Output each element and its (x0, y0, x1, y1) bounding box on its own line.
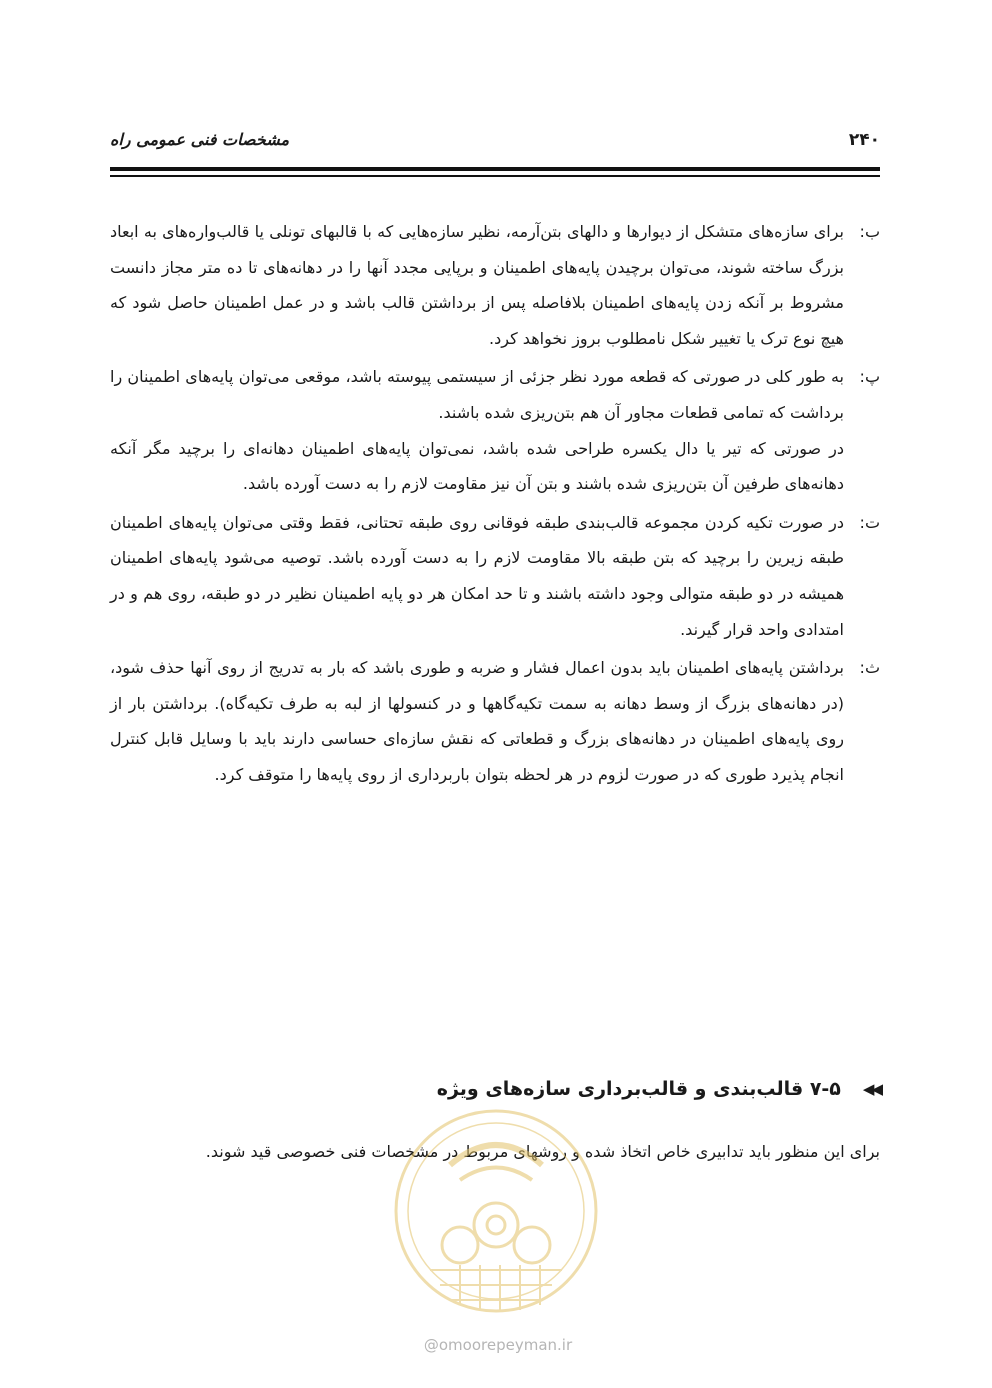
running-title: مشخصات فنی عمومی راه (110, 130, 290, 149)
header-rule-thin (110, 175, 880, 177)
list-item-b (110, 214, 880, 356)
list-item-s (110, 650, 880, 792)
list-item-marker: ث: (859, 658, 880, 678)
section-paragraph: برای این منظور باید تدابیری خاص اتخاذ شده و روشهای مربوط در مشخصات فنی خصوصی قید شوند. (205, 1142, 880, 1161)
watermark-url: @omoorepeyman.ir (423, 1336, 573, 1354)
page-number: ۲۴۰ (848, 130, 880, 150)
list-item-marker: پ: (859, 367, 880, 387)
list-item-marker: ب: (859, 222, 880, 241)
list-item-p (110, 359, 880, 501)
paragraph: برای سازه‌های متشکل از دیوارها و دالهای بتن‌آرمه، نظیر سازه‌هایی که با قالبهای تونلی یا قالب‌واره‌های به ابعاد بزرگ ساخته شوند، می‌توان برچیدن پایه‌های اطمینان و برپایی مجدد آنها را در دهانه‌های تا ده متر مجاز دانست مشروط بر آنکه زدن پایه‌های اطمینان بلافاصله پس از برداشتن قالب باشد و در عمل اطمینان حاصل شود که هیچ نوع ترک یا تغییر شکل نامطلوب بروز نخواهد کرد. (110, 222, 844, 348)
list-item-t (110, 505, 880, 647)
section-heading (437, 1078, 880, 1100)
paragraph: در صورتی که تیر یا دال یکسره طراحی شده باشد، نمی‌توان پایه‌های اطمینان دهانه‌ای را برچید مگر آنکه دهانه‌های طرفین آن بتن‌ریزی شده باشند و بتن آن نیز مقاومت لازم را به دست آورده باشد. (110, 438, 844, 494)
paragraph: برداشتن پایه‌های اطمینان باید بدون اعمال فشار و ضربه و طوری باشد که بار به تدریج از روی آنها حذف شود، (در دهانه‌های بزرگ از وسط دهانه به سمت تکیه‌گاهها و در کنسولها از لبه به طرف تکیه‌گاه). برداشتن بار از روی پایه‌های اطمینان در دهانه‌های بزرگ و قطعاتی که نقش سازه‌ای حساسی دارند باید با وسایل قابل کنترل انجام پذیرد طوری که در صورت لزوم در هر لحظه بتوان باربرداری از روی پایه‌ها را متوقف کرد. (110, 658, 844, 784)
header-rule-thick (110, 167, 880, 171)
paragraph: به طور کلی در صورتی که قطعه مورد نظر جزئی از سیستمی پیوسته باشد، موقعی می‌توان پایه‌های اطمینان را برداشت که تمامی قطعات مجاور آن هم بتن‌ریزی شده باشند. (110, 367, 844, 422)
list-item-marker: ت: (859, 512, 880, 532)
list-item-body (110, 505, 844, 647)
section-title: ۷-۵ قالب‌بندی و قالب‌برداری سازه‌های ویژه (436, 1078, 841, 1100)
list-item-body (110, 214, 844, 356)
list-item-body (110, 650, 844, 792)
list-item-body (110, 359, 844, 501)
paragraph: در صورت تکیه کردن مجموعه قالب‌بندی طبقه فوقانی روی طبقه تحتانی، فقط وقتی می‌توان پایه‌های اطمینان طبقه زیرین را برچید که بتن طبقه بالا مقاومت لازم را به دست آورده باشد. توصیه می‌شود پایه‌های اطمینان همیشه در دو طبقه متوالی وجود داشته باشند و تا حد امکان هر دو پایه اطمینان نظیر در دو طبقه، روی هم و در امتدادی واحد قرار گیرند. (110, 512, 844, 639)
double-left-arrow-icon: ◀◀ (862, 1080, 880, 1098)
body-content (110, 214, 880, 796)
watermark-logo-icon (390, 1105, 602, 1317)
page-header (110, 128, 880, 160)
